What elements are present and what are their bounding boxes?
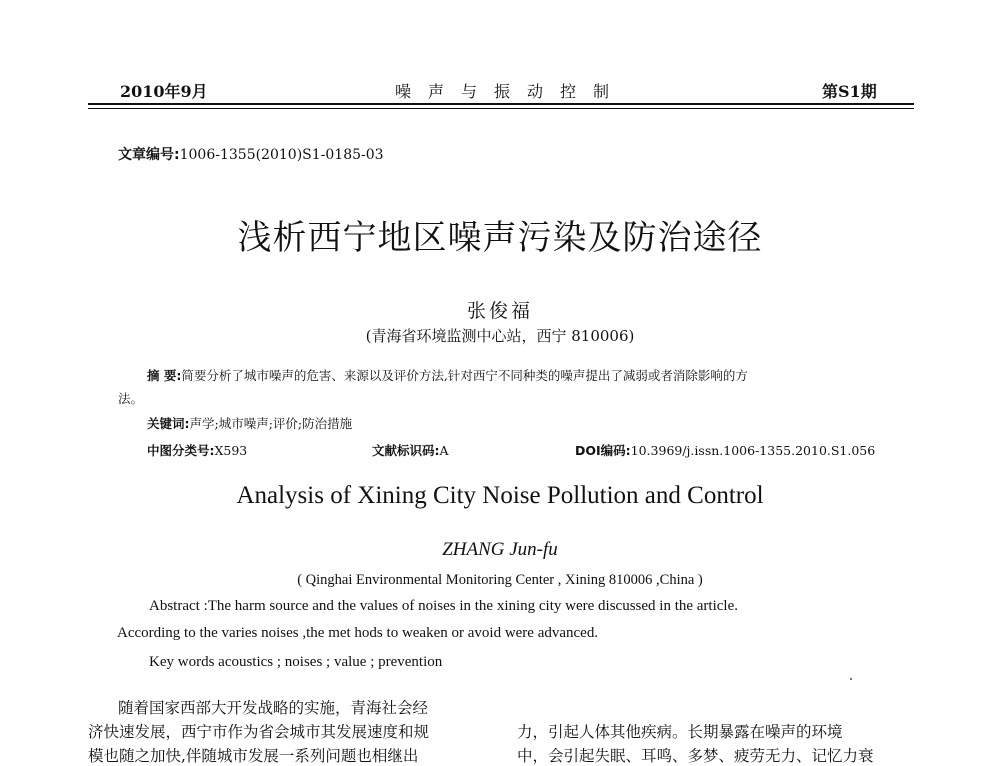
scan-speck	[850, 678, 852, 680]
header-date: 2010年9月	[120, 82, 208, 101]
document-code-value: A	[439, 443, 449, 458]
body-column1-line: 济快速发展，西宁市作为省会城市其发展速度和规	[88, 723, 430, 741]
title-english: Analysis of Xining City Noise Pollution and Control	[236, 482, 764, 509]
keywords-english: Key words acoustics ; noises ; value ; prevention	[149, 654, 443, 670]
doi	[575, 441, 875, 459]
affiliation-chinese: (青海省环境监测中心站，西宁 810006)	[365, 327, 635, 345]
body-column2-line: 中，会引起失眠、耳鸣、多梦、疲劳无力、记忆力衰	[517, 747, 874, 765]
article-number-label: 文章编号:	[118, 147, 180, 163]
doi-value: 10.3969/j.issn.1006-1355.2010.S1.056	[630, 443, 876, 458]
abstract-chinese	[147, 366, 748, 384]
body-column1-line: 随着国家西部大开发战略的实施，青海社会经	[118, 699, 429, 717]
clc-label: 中图分类号:	[147, 443, 215, 458]
abstract-chinese-line2: 法。	[118, 391, 144, 406]
header-journal-name: 噪声与振动控制	[395, 82, 627, 101]
author-chinese: 张俊福	[466, 300, 533, 322]
header-rule-thin	[88, 108, 914, 109]
body-column1-line: 模也随之加快,伴随城市发展一系列问题也相继出	[88, 747, 419, 765]
document-code	[372, 441, 449, 459]
affiliation-english: ( Qinghai Environmental Monitoring Center , Xining 810006 ,China )	[297, 572, 703, 588]
keywords-chinese	[147, 414, 352, 432]
abstract-chinese-line1: 简要分析了城市噪声的危害、来源以及评价方法,针对西宁不同种类的噪声提出了减弱或者消除影响的方	[181, 368, 748, 383]
article-number	[118, 144, 384, 164]
keywords-chinese-label: 关键词:	[147, 416, 190, 431]
clc-value: X593	[214, 443, 248, 458]
title-chinese: 浅析西宁地区噪声污染及防治途径	[237, 218, 763, 258]
abstract-english-line1: Abstract :The harm source and the values of noises in the xining city were discussed in the article.	[149, 598, 738, 614]
header-issue: 第S1期	[822, 82, 877, 101]
article-number-value: 1006-1355(2010)S1-0185-03	[179, 147, 384, 163]
doi-label: DOI编码:	[575, 443, 631, 458]
abstract-chinese-label: 摘 要:	[147, 368, 182, 383]
clc-number	[147, 441, 247, 459]
author-english: ZHANG Jun-fu	[442, 539, 558, 560]
header-rule-thick	[88, 103, 914, 105]
document-code-label: 文献标识码:	[372, 443, 440, 458]
body-column2-line: 力，引起人体其他疾病。长期暴露在噪声的环境	[517, 723, 843, 741]
keywords-chinese-value: 声学;城市噪声;评价;防治措施	[189, 416, 353, 431]
abstract-english-line2: According to the varies noises ,the met hods to weaken or avoid were advanced.	[117, 625, 599, 641]
